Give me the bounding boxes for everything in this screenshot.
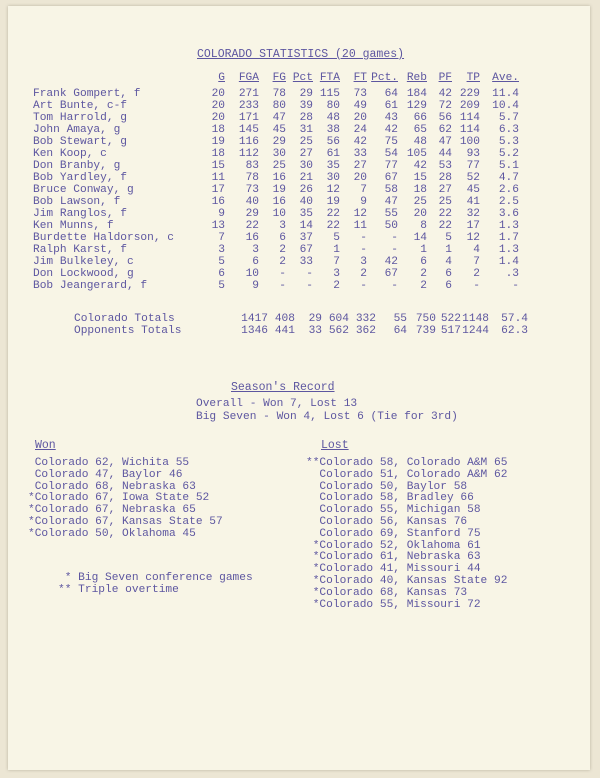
cell-tp: 77: [466, 160, 480, 172]
cell-ave: 1.3: [498, 220, 519, 232]
cell-pct: 21: [299, 172, 313, 184]
overall-record: Overall - Won 7, Lost 13: [196, 398, 358, 410]
cell-ft: 49: [353, 100, 367, 112]
cell-fta: 22: [326, 220, 340, 232]
cell-ave: 5.3: [498, 136, 519, 148]
lost-game-item: **Colorado 58, Colorado A&M 65: [306, 457, 508, 469]
cell-player: Ken Munns, f: [33, 220, 114, 232]
cell-pct: 31: [299, 124, 313, 136]
cell-pct: -: [306, 280, 313, 292]
lost-heading: Lost: [321, 439, 349, 452]
cell-pct: 27: [299, 148, 313, 160]
cell-fta: 35: [326, 160, 340, 172]
big-seven-record: Big Seven - Won 4, Lost 6 (Tie for 3rd): [196, 411, 458, 423]
cell-pf: 47: [438, 136, 452, 148]
cell-ave: 6.3: [498, 124, 519, 136]
cell-ft: 20: [353, 172, 367, 184]
cell-g: 18: [211, 148, 225, 160]
col-header-pf: PF: [438, 72, 452, 84]
cell-ft-pct: -: [391, 280, 398, 292]
cell-fta: 5: [333, 232, 340, 244]
cell-reb: 2: [420, 268, 427, 280]
cell-tp: 45: [466, 184, 480, 196]
cell-reb: 42: [413, 160, 427, 172]
cell-fta: 12: [326, 184, 340, 196]
cell-fga: 29: [245, 208, 259, 220]
cell-g: 13: [211, 220, 225, 232]
cell-ft: 42: [353, 136, 367, 148]
won-game-item: Colorado 47, Baylor 46: [28, 468, 183, 481]
season-record-title: Season's Record: [231, 381, 335, 394]
cell-g: 7: [218, 232, 225, 244]
won-game-item: *Colorado 50, Oklahoma 45: [28, 527, 196, 540]
cell-fg: 16: [272, 172, 286, 184]
cell-player: Jim Ranglos, f: [33, 208, 127, 220]
cell-ave: 1.7: [498, 232, 519, 244]
won-game-item: *Colorado 67, Nebraska 65: [28, 504, 196, 517]
cell-tp: -: [473, 280, 480, 292]
cell-g: 16: [211, 196, 225, 208]
lost-game-item: Colorado 69, Stanford 75: [306, 527, 481, 540]
cell-pf: 28: [438, 172, 452, 184]
cell-fta: 61: [326, 148, 340, 160]
lost-game-item: Colorado 50, Baylor 58: [306, 480, 468, 493]
cell-ft-pct: 55: [384, 208, 398, 220]
cell-pf: 22: [438, 208, 452, 220]
cell-fg: 10: [272, 208, 286, 220]
document-page: [8, 6, 590, 770]
cell-tp: 114: [459, 124, 480, 136]
cell-ft: 332: [355, 313, 376, 325]
lost-game-item: Colorado 51, Colorado A&M 62: [306, 468, 508, 481]
lost-games-list: [306, 458, 507, 611]
cell-ave: 4.7: [498, 172, 519, 184]
cell-fta: 1: [333, 244, 340, 256]
lost-game-item: *Colorado 61, Nebraska 63: [306, 551, 481, 564]
cell-g: 5: [218, 280, 225, 292]
cell-reb: 65: [413, 124, 427, 136]
cell-ave: 57.4: [501, 313, 528, 325]
lost-game-item: *Colorado 41, Missouri 44: [306, 563, 481, 576]
cell-ft-pct: 55: [393, 313, 407, 325]
stats-table: [33, 72, 519, 292]
cell-reb: 14: [413, 232, 427, 244]
cell-ft: 7: [360, 184, 367, 196]
lost-game-item: Colorado 58, Bradley 66: [306, 492, 474, 505]
player-row: [33, 124, 519, 136]
player-row: [33, 208, 519, 220]
cell-g: 17: [211, 184, 225, 196]
cell-pf: 4: [445, 256, 452, 268]
cell-pct: 67: [299, 244, 313, 256]
cell-ft-pct: 54: [384, 148, 398, 160]
cell-fta: 80: [326, 100, 340, 112]
cell-ft-pct: 77: [384, 160, 398, 172]
col-header-tp: TP: [466, 72, 480, 84]
cell-fta: 19: [326, 196, 340, 208]
cell-fg: 47: [272, 112, 286, 124]
cell-player: Opponents Totals: [74, 325, 182, 337]
cell-fg: 29: [272, 136, 286, 148]
cell-pf: 62: [438, 124, 452, 136]
cell-fga: 233: [238, 100, 259, 112]
cell-reb: 20: [413, 208, 427, 220]
cell-pct: 29: [308, 313, 322, 325]
lost-game-item: *Colorado 52, Oklahoma 61: [306, 539, 481, 552]
cell-ft: 24: [353, 124, 367, 136]
cell-tp: 2: [473, 268, 480, 280]
cell-player: Frank Gompert, f: [33, 88, 141, 100]
cell-pct: 40: [299, 196, 313, 208]
cell-tp: 209: [459, 100, 480, 112]
cell-reb: 66: [413, 112, 427, 124]
cell-fta: 38: [326, 124, 340, 136]
cell-ft: -: [360, 280, 367, 292]
cell-ft-pct: 64: [384, 88, 398, 100]
cell-tp: 1244: [462, 325, 489, 337]
lost-game-item: Colorado 55, Michigan 58: [306, 504, 481, 517]
cell-fg: 25: [272, 160, 286, 172]
cell-player: Art Bunte, c-f: [33, 100, 127, 112]
cell-ave: 3.6: [498, 208, 519, 220]
cell-tp: 1148: [462, 313, 489, 325]
cell-reb: 2: [420, 280, 427, 292]
cell-tp: 17: [466, 220, 480, 232]
cell-pct: 35: [299, 208, 313, 220]
cell-pct: -: [306, 268, 313, 280]
player-row: [33, 88, 519, 100]
cell-pct: 39: [299, 100, 313, 112]
cell-pct: 30: [299, 160, 313, 172]
cell-ft-pct: 42: [384, 256, 398, 268]
cell-reb: 48: [413, 136, 427, 148]
cell-tp: 93: [466, 148, 480, 160]
cell-g: 6: [218, 268, 225, 280]
cell-ft-pct: 47: [384, 196, 398, 208]
cell-fg: 30: [272, 148, 286, 160]
cell-ft-pct: 64: [393, 325, 407, 337]
player-row: [33, 172, 519, 184]
cell-player: Bob Lawson, f: [33, 196, 121, 208]
cell-tp: 4: [473, 244, 480, 256]
cell-player: John Amaya, g: [33, 124, 121, 136]
cell-pf: 6: [445, 280, 452, 292]
player-row: [33, 232, 519, 244]
cell-fga: 9: [252, 280, 259, 292]
col-header-pct: Pct: [292, 72, 313, 84]
col-header-fta: FTA: [319, 72, 340, 84]
cell-fta: 3: [333, 268, 340, 280]
cell-pf: 53: [438, 160, 452, 172]
cell-ft: 362: [355, 325, 376, 337]
cell-pf: 72: [438, 100, 452, 112]
cell-pct: 37: [299, 232, 313, 244]
cell-reb: 739: [415, 325, 436, 337]
cell-tp: 52: [466, 172, 480, 184]
cell-fga: 83: [245, 160, 259, 172]
cell-tp: 100: [459, 136, 480, 148]
cell-tp: 12: [466, 232, 480, 244]
cell-player: Burdette Haldorson, c: [33, 232, 174, 244]
cell-player: Bob Yardley, f: [33, 172, 127, 184]
totals-row: [74, 313, 528, 325]
cell-player: Bob Stewart, g: [33, 136, 127, 148]
cell-tp: 41: [466, 196, 480, 208]
cell-ft-pct: 42: [384, 124, 398, 136]
lost-game-item: *Colorado 68, Kansas 73: [306, 586, 468, 599]
cell-pct: 33: [308, 325, 322, 337]
cell-pct: 14: [299, 220, 313, 232]
cell-player: Colorado Totals: [74, 313, 175, 325]
cell-reb: 129: [406, 100, 427, 112]
player-row: [33, 220, 519, 232]
cell-ft: 11: [353, 220, 367, 232]
cell-reb: 1: [420, 244, 427, 256]
cell-ave: 2.6: [498, 184, 519, 196]
cell-ave: 11.4: [492, 88, 519, 100]
cell-g: 20: [211, 100, 225, 112]
cell-g: 20: [211, 112, 225, 124]
cell-ft: 33: [353, 148, 367, 160]
cell-pf: 27: [438, 184, 452, 196]
col-header-reb: Reb: [406, 72, 427, 84]
cell-player: Don Lockwood, g: [33, 268, 134, 280]
cell-fga: 6: [252, 256, 259, 268]
cell-pf: 22: [438, 220, 452, 232]
won-game-item: *Colorado 67, Iowa State 52: [28, 492, 210, 505]
cell-tp: 114: [459, 112, 480, 124]
won-game-item: *Colorado 67, Kansas State 57: [28, 515, 223, 528]
cell-tp: 32: [466, 208, 480, 220]
won-game-item: Colorado 62, Wichita 55: [28, 457, 190, 469]
player-row: [33, 100, 519, 112]
cell-ave: 5.1: [498, 160, 519, 172]
cell-ave: 62.3: [501, 325, 528, 337]
cell-pf: 6: [445, 268, 452, 280]
cell-ft: 27: [353, 160, 367, 172]
col-header-name: [33, 72, 201, 88]
player-row: [33, 112, 519, 124]
cell-ft-pct: -: [391, 244, 398, 256]
cell-pf: 522: [440, 313, 461, 325]
cell-fta: 7: [333, 256, 340, 268]
cell-pct: 26: [299, 184, 313, 196]
cell-fg: -: [279, 280, 286, 292]
cell-fg: 80: [272, 100, 286, 112]
cell-fga: 16: [245, 232, 259, 244]
cell-fta: 48: [326, 112, 340, 124]
cell-ft: 73: [353, 88, 367, 100]
lost-game-item: Colorado 56, Kansas 76: [306, 515, 468, 528]
cell-fga: 40: [245, 196, 259, 208]
cell-pf: 1: [445, 244, 452, 256]
cell-pf: 42: [438, 88, 452, 100]
cell-ft-pct: 43: [384, 112, 398, 124]
cell-fg: 2: [279, 244, 286, 256]
cell-fta: 22: [326, 208, 340, 220]
stats-header-row: [33, 72, 519, 88]
cell-fga: 78: [245, 172, 259, 184]
cell-pf: 517: [440, 325, 461, 337]
cell-fga: 171: [238, 112, 259, 124]
col-header-ft-pct: Pct.: [371, 72, 398, 84]
cell-fta: 56: [326, 136, 340, 148]
footnotes: [58, 572, 253, 596]
cell-ave: .3: [505, 268, 519, 280]
cell-fga: 116: [238, 136, 259, 148]
cell-fg: 408: [274, 313, 295, 325]
player-row: [33, 256, 519, 268]
cell-player: Tom Harrold, g: [33, 112, 127, 124]
cell-player: Bob Jeangerard, f: [33, 280, 148, 292]
cell-ft-pct: 75: [384, 136, 398, 148]
cell-fta: 30: [326, 172, 340, 184]
cell-ft: -: [360, 232, 367, 244]
cell-ft: 20: [353, 112, 367, 124]
cell-pf: 25: [438, 196, 452, 208]
cell-ft: 2: [360, 268, 367, 280]
cell-fga: 145: [238, 124, 259, 136]
cell-reb: 750: [415, 313, 436, 325]
cell-ave: 1.3: [498, 244, 519, 256]
cell-pf: 5: [445, 232, 452, 244]
cell-fga: 10: [245, 268, 259, 280]
col-header-g: G: [218, 72, 225, 84]
cell-ave: 2.5: [498, 196, 519, 208]
cell-g: 20: [211, 88, 225, 100]
cell-g: 19: [211, 136, 225, 148]
page-title: COLORADO STATISTICS (20 games): [197, 48, 405, 61]
player-row: [33, 244, 519, 256]
cell-fta: 115: [319, 88, 340, 100]
cell-pct: 25: [299, 136, 313, 148]
cell-pf: 56: [438, 112, 452, 124]
cell-player: Don Branby, g: [33, 160, 121, 172]
cell-fg: -: [279, 268, 286, 280]
cell-fga: 112: [238, 148, 259, 160]
cell-g: 15: [211, 160, 225, 172]
cell-ft-pct: 50: [384, 220, 398, 232]
cell-fta: 2: [333, 280, 340, 292]
cell-pct: 28: [299, 112, 313, 124]
won-games-list: [28, 458, 223, 541]
stats-body: [33, 88, 519, 292]
cell-pf: 44: [438, 148, 452, 160]
cell-fg: 441: [274, 325, 295, 337]
cell-fga: 271: [238, 88, 259, 100]
cell-fga: 22: [245, 220, 259, 232]
cell-ave: 5.2: [498, 148, 519, 160]
cell-fga: 1346: [241, 325, 268, 337]
cell-g: 5: [218, 256, 225, 268]
cell-fg: 78: [272, 88, 286, 100]
cell-player: Ralph Karst, f: [33, 244, 127, 256]
cell-ft-pct: 61: [384, 100, 398, 112]
cell-reb: 25: [413, 196, 427, 208]
col-header-fg: FG: [272, 72, 286, 84]
col-header-ft: FT: [353, 72, 367, 84]
player-row: [33, 136, 519, 148]
cell-reb: 105: [406, 148, 427, 160]
won-game-item: Colorado 68, Nebraska 63: [28, 480, 196, 493]
cell-ft: -: [360, 244, 367, 256]
cell-g: 3: [218, 244, 225, 256]
cell-reb: 18: [413, 184, 427, 196]
cell-ft-pct: -: [391, 232, 398, 244]
cell-fga: 73: [245, 184, 259, 196]
player-row: [33, 268, 519, 280]
cell-pct: 33: [299, 256, 313, 268]
cell-player: Ken Koop, c: [33, 148, 107, 160]
cell-ave: 10.4: [492, 100, 519, 112]
cell-reb: 8: [420, 220, 427, 232]
cell-fga: 1417: [241, 313, 268, 325]
cell-fg: 45: [272, 124, 286, 136]
cell-tp: 229: [459, 88, 480, 100]
totals-body: [74, 313, 528, 337]
cell-g: 18: [211, 124, 225, 136]
won-heading: Won: [35, 439, 56, 452]
cell-g: 9: [218, 208, 225, 220]
cell-g: 11: [211, 172, 225, 184]
lost-game-item: *Colorado 55, Missouri 72: [306, 598, 481, 611]
footnote-item: ** Triple overtime: [58, 584, 179, 596]
cell-ave: 5.7: [498, 112, 519, 124]
cell-player: Bruce Conway, g: [33, 184, 134, 196]
cell-player: Jim Bulkeley, c: [33, 256, 134, 268]
cell-reb: 15: [413, 172, 427, 184]
footnote-item: * Big Seven conference games: [58, 572, 253, 584]
cell-fg: 6: [279, 232, 286, 244]
cell-fta: 562: [328, 325, 349, 337]
cell-fga: 3: [252, 244, 259, 256]
player-row: [33, 148, 519, 160]
cell-ave: 1.4: [498, 256, 519, 268]
cell-fg: 16: [272, 196, 286, 208]
totals-row: [74, 325, 528, 337]
player-row: [33, 160, 519, 172]
col-header-fga: FGA: [238, 72, 259, 84]
player-row: [33, 280, 519, 292]
cell-ft: 3: [360, 256, 367, 268]
cell-ave: -: [512, 280, 519, 292]
col-header-ave: Ave.: [492, 72, 519, 84]
cell-ft-pct: 67: [384, 172, 398, 184]
cell-reb: 184: [406, 88, 427, 100]
cell-ft: 12: [353, 208, 367, 220]
cell-fta: 604: [328, 313, 349, 325]
cell-fg: 2: [279, 256, 286, 268]
cell-ft: 9: [360, 196, 367, 208]
cell-fg: 19: [272, 184, 286, 196]
lost-game-item: *Colorado 40, Kansas State 92: [306, 574, 508, 587]
cell-ft-pct: 67: [384, 268, 398, 280]
cell-ft-pct: 58: [384, 184, 398, 196]
totals-table: [74, 313, 528, 337]
cell-tp: 7: [473, 256, 480, 268]
cell-pct: 29: [299, 88, 313, 100]
player-row: [33, 184, 519, 196]
cell-reb: 6: [420, 256, 427, 268]
player-row: [33, 196, 519, 208]
cell-fg: 3: [279, 220, 286, 232]
